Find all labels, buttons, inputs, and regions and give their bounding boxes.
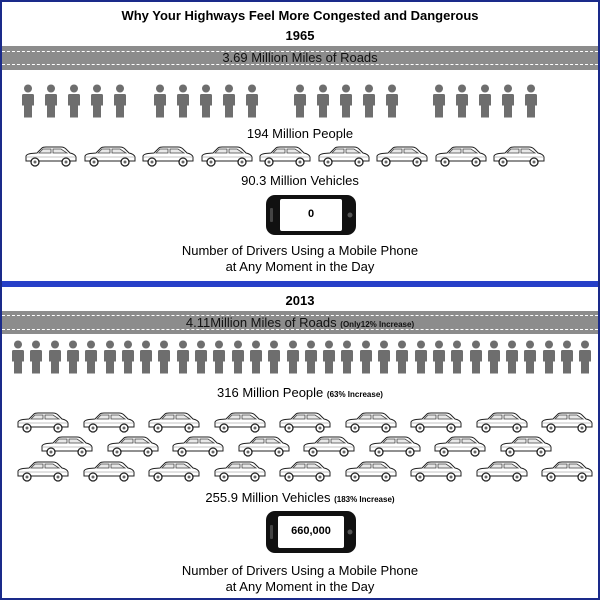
person-icon	[378, 340, 390, 379]
car-icon	[343, 461, 397, 488]
phone-label-1965-line1: Number of Drivers Using a Mobile Phone	[181, 243, 419, 258]
person-icon	[470, 340, 482, 379]
car-icon	[474, 412, 528, 439]
person-icon	[250, 340, 262, 379]
person-icon	[323, 340, 335, 379]
person-icon	[85, 340, 97, 379]
person-icon	[502, 84, 514, 123]
car-icon	[277, 461, 331, 488]
person-icon	[488, 340, 500, 379]
person-icon	[340, 84, 352, 123]
person-icon	[561, 340, 573, 379]
roads-2013-note: (Only12% Increase)	[340, 320, 415, 329]
person-icon	[200, 84, 212, 123]
vehicles-2013-label	[2, 490, 598, 505]
person-icon	[223, 84, 235, 123]
person-icon	[415, 340, 427, 379]
people-row-1965	[2, 84, 598, 120]
person-icon	[543, 340, 555, 379]
person-icon	[317, 84, 329, 123]
person-icon	[45, 84, 57, 123]
person-icon	[305, 340, 317, 379]
person-icon	[213, 340, 225, 379]
person-icon	[363, 84, 375, 123]
phone-label-2013-line1: Number of Drivers Using a Mobile Phone	[181, 563, 419, 578]
car-icon	[146, 412, 200, 439]
person-icon	[122, 340, 134, 379]
phone-count-1965: 0	[307, 208, 315, 220]
cars-row-1965	[2, 146, 598, 170]
person-icon	[451, 340, 463, 379]
person-icon	[525, 84, 537, 123]
era-divider	[2, 281, 598, 287]
person-icon	[91, 84, 103, 123]
person-icon	[49, 340, 61, 379]
roads-1965-label: 3.69 Million Miles of Roads	[222, 50, 378, 65]
car-icon	[140, 146, 194, 173]
road-2013	[2, 311, 598, 334]
roads-2013-value: 4.11Million Miles of Roads	[185, 315, 337, 330]
car-icon	[343, 412, 397, 439]
person-icon	[524, 340, 536, 379]
car-icon	[23, 146, 77, 173]
car-icon	[408, 412, 462, 439]
person-icon	[294, 84, 306, 123]
car-icon	[432, 436, 486, 463]
car-icon	[301, 436, 355, 463]
person-icon	[12, 340, 24, 379]
person-icon	[30, 340, 42, 379]
car-icon	[82, 146, 136, 173]
person-icon	[68, 84, 80, 123]
infographic-title: Why Your Highways Feel More Congested and Dangerous	[121, 8, 479, 23]
person-icon	[433, 84, 445, 123]
person-icon	[456, 84, 468, 123]
car-icon	[81, 412, 135, 439]
cars-row-2013-3	[2, 461, 598, 485]
person-icon	[246, 84, 258, 123]
car-icon	[433, 146, 487, 173]
car-icon	[491, 146, 545, 173]
car-icon	[146, 461, 200, 488]
car-icon	[498, 436, 552, 463]
road-1965	[2, 46, 598, 70]
person-icon	[158, 340, 170, 379]
vehicles-2013-value: 255.9 Million Vehicles	[205, 490, 331, 505]
car-icon	[539, 461, 593, 488]
people-1965-label: 194 Million People	[246, 126, 354, 141]
car-icon	[81, 461, 135, 488]
car-icon	[212, 461, 266, 488]
person-icon	[104, 340, 116, 379]
car-icon	[170, 436, 224, 463]
car-icon	[105, 436, 159, 463]
person-icon	[195, 340, 207, 379]
cars-row-2013-1	[2, 412, 598, 436]
car-icon	[257, 146, 311, 173]
person-icon	[386, 84, 398, 123]
car-icon	[39, 436, 93, 463]
person-icon	[268, 340, 280, 379]
car-icon	[316, 146, 370, 173]
car-icon	[236, 436, 290, 463]
people-row-2013	[2, 340, 598, 376]
car-icon	[367, 436, 421, 463]
person-icon	[479, 84, 491, 123]
person-icon	[433, 340, 445, 379]
person-icon	[360, 340, 372, 379]
roads-2013-label	[2, 315, 598, 330]
car-icon	[277, 412, 331, 439]
car-icon	[199, 146, 253, 173]
person-icon	[67, 340, 79, 379]
person-icon	[177, 340, 189, 379]
person-icon	[114, 84, 126, 123]
year-2013-heading: 2013	[285, 293, 315, 308]
vehicles-2013-note: (183% Increase)	[334, 495, 395, 504]
person-icon	[154, 84, 166, 123]
phone-label-2013-line2: at Any Moment in the Day	[225, 579, 375, 594]
car-icon	[15, 412, 69, 439]
person-icon	[287, 340, 299, 379]
cars-row-2013-2	[2, 436, 598, 460]
people-2013-label	[2, 385, 598, 400]
car-icon	[539, 412, 593, 439]
people-2013-value: 316 Million People	[217, 385, 324, 400]
car-icon	[15, 461, 69, 488]
car-icon	[408, 461, 462, 488]
vehicles-1965-label: 90.3 Million Vehicles	[241, 173, 359, 188]
car-icon	[474, 461, 528, 488]
people-2013-note: (63% Increase)	[326, 390, 383, 399]
person-icon	[341, 340, 353, 379]
car-icon	[212, 412, 266, 439]
person-icon	[579, 340, 591, 379]
person-icon	[232, 340, 244, 379]
person-icon	[506, 340, 518, 379]
car-icon	[374, 146, 428, 173]
person-icon	[140, 340, 152, 379]
person-icon	[177, 84, 189, 123]
phone-count-2013: 660,000	[291, 525, 331, 537]
person-icon	[396, 340, 408, 379]
year-1965-heading: 1965	[285, 28, 315, 43]
person-icon	[22, 84, 34, 123]
phone-label-1965-line2: at Any Moment in the Day	[225, 259, 375, 274]
